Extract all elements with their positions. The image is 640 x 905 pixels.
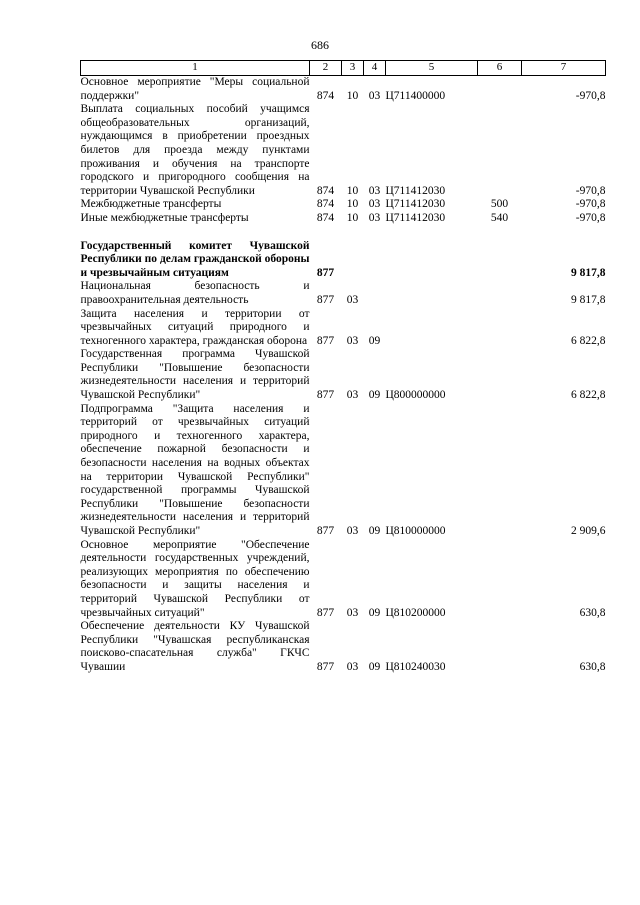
row-section [342,240,364,281]
row-admin-code: 877 [316,266,335,279]
row-admin-code: 877 [316,293,335,306]
row-subsection: 03 [368,184,381,197]
row-admin-code: 877 [316,334,335,347]
row-admin-code: 877 [316,660,335,673]
table-row [81,539,606,621]
page-number: 686 [311,38,329,52]
budget-table [80,60,606,675]
row-target-article: Ц711400000 [385,89,446,102]
row-subsection: 03 [368,89,381,102]
row-subsection: 09 [368,606,381,619]
row-expense-type: 540 [490,211,509,224]
table-row [81,308,606,349]
row-description: Межбюджетные трансферты [80,198,222,211]
row-target-article: Ц711412030 [385,184,446,197]
row-amount: 630,8 [579,606,606,619]
table-row [81,198,606,212]
table-row [81,280,606,307]
spacer-row [81,226,606,240]
row-amount: -970,8 [575,198,606,211]
row-expense-type [478,103,522,198]
row-section: 03 [346,606,359,619]
row-target-article: Ц711412030 [385,211,446,224]
table-row [81,240,606,281]
row-target-article [386,308,478,349]
header-col-7: 7 [522,61,606,76]
row-target-article: Ц810000000 [385,525,446,537]
row-subsection: 09 [368,334,381,347]
row-target-article [386,240,478,281]
row-target-article: Ц711412030 [385,198,446,211]
row-admin-code: 874 [316,198,335,211]
table-body [81,76,606,675]
header-col-3: 3 [342,61,364,76]
row-amount: -970,8 [575,89,606,102]
row-admin-code: 874 [316,184,335,197]
row-subsection: 03 [368,211,381,224]
row-amount: 2 909,6 [571,525,606,537]
row-section: 10 [346,198,359,211]
row-target-article: Ц810200000 [385,606,446,619]
row-amount: -970,8 [575,211,606,224]
header-col-2: 2 [310,61,342,76]
row-amount: -970,8 [575,184,606,197]
table-row [81,348,606,402]
row-amount: 6 822,8 [571,389,606,402]
row-subsection: 09 [368,660,381,673]
row-admin-code: 877 [316,389,335,402]
row-amount: 630,8 [579,660,606,673]
row-description: Основное мероприятие "Меры социальной поддержки" [80,76,310,102]
row-description: Иные межбюджетные трансферты [80,211,249,224]
row-expense-type [478,539,522,621]
row-section: 10 [346,89,359,102]
row-admin-code: 874 [316,211,335,224]
row-expense-type [478,308,522,349]
row-description: Выплата социальных пособий учащимся общеобразовательных организаций, нуждающимся в приобретении проездных билетов для проезда между пунктами проживания и обучения на транспорте городского и пригородного сообщения на территории Чувашской Республики [80,103,310,197]
header-col-6: 6 [478,61,522,76]
row-section: 03 [346,293,359,306]
row-subsection: 09 [368,525,381,537]
row-description: Национальная безопасность и правоохранительная деятельность [80,280,310,306]
row-description: Подпрограмма "Защита населения и территорий от чрезвычайных ситуаций природного и техногенного характера, обеспечение пожарной безопасности и безопасности населения на водных объектах на территории Чувашской Республики" государственной программы Чувашской Республики "Повышение безопасности жизнедеятельности населения и территорий Чувашской Республики" [80,402,310,537]
row-expense-type [478,280,522,307]
row-amount: 6 822,8 [571,334,606,347]
row-section: 03 [346,389,359,402]
row-admin-code: 874 [316,89,335,102]
row-description: Основное мероприятие "Обеспечение деятельности государственных учреждений, реализующих мероприятия по обеспечению безопасности и защиты населения и территорий Чувашской Республики от чрезвычайных ситуаций" [80,538,310,619]
row-section: 10 [346,184,359,197]
row-section: 03 [346,660,359,673]
header-col-5: 5 [386,61,478,76]
row-subsection [364,240,386,281]
row-section: 03 [346,334,359,347]
table-row [81,76,606,104]
row-description: Защита населения и территории от чрезвычайных ситуаций природного и техногенного характера, гражданская оборона [80,307,310,347]
row-subsection: 03 [368,198,381,211]
header-col-4: 4 [364,61,386,76]
table-row [81,403,606,539]
row-admin-code: 877 [316,606,335,619]
row-expense-type [478,348,522,402]
header-row [81,61,606,76]
header-col-1: 1 [81,61,310,76]
row-expense-type [478,620,522,674]
table-row [81,103,606,198]
row-description: Обеспечение деятельности КУ Чувашской Республики "Чувашская республиканская поисково-спасательная служба" ГКЧС Чувашии [80,620,310,673]
row-target-article: Ц810240030 [385,660,446,673]
spacer-cell [81,226,606,240]
row-amount: 9 817,8 [571,266,606,279]
table-row [81,212,606,226]
row-target-article: Ц800000000 [385,389,446,402]
row-expense-type [478,403,522,539]
row-expense-type [478,240,522,281]
row-admin-code: 877 [316,525,335,537]
row-section: 03 [346,525,359,537]
table-row [81,620,606,674]
row-description: Государственный комитет Чувашской Республики по делам гражданской обороны и чрезвычайным ситуациям [80,239,310,279]
row-target-article [386,280,478,307]
row-expense-type: 500 [490,198,509,211]
row-section: 10 [346,211,359,224]
row-subsection [364,280,386,307]
row-amount: 9 817,8 [571,293,606,306]
row-subsection: 09 [368,389,381,402]
row-description: Государственная программа Чувашской Республики "Повышение безопасности жизнедеятельности населения и территорий Чувашской Республики" [80,348,310,402]
row-expense-type [478,76,522,104]
